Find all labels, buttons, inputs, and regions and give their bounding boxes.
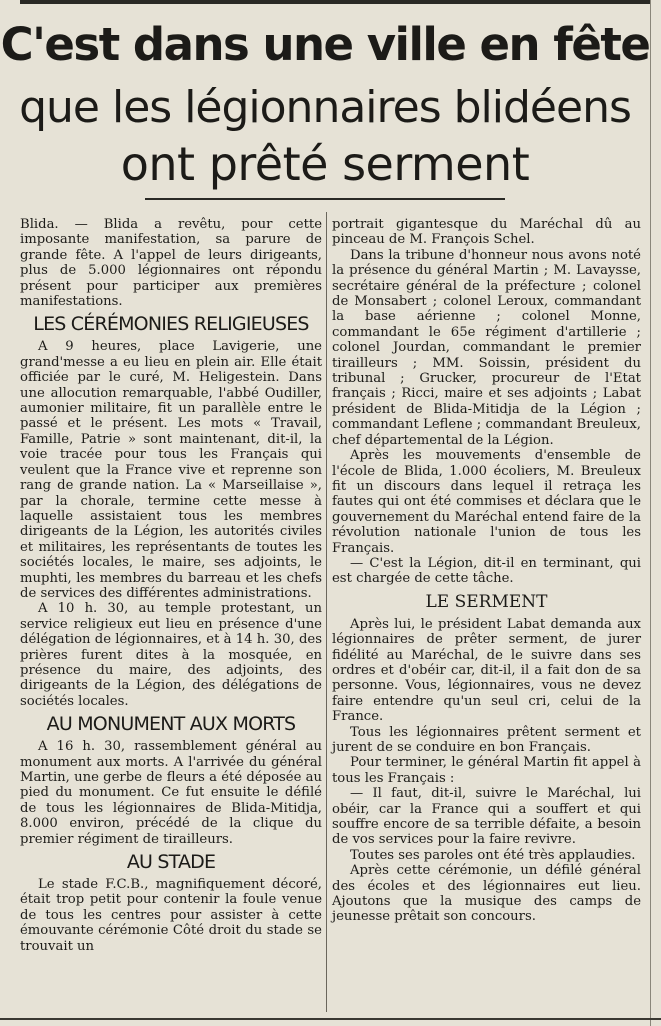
subheading-ceremonies: LES CÉRÉMONIES RELIGIEUSES: [33, 313, 309, 336]
column-separator: [326, 212, 327, 1012]
left-column: [20, 217, 322, 954]
subheading-monument: AU MONUMENT AUX MORTS: [46, 713, 296, 736]
paragraph-defile: Après cette cérémonie, un défilé général des écoles et des légionnaires eut lieu. Ajoutons que la musique des camps de jeunesse prêtait son concours.: [332, 863, 641, 925]
paragraph-temple-mosque: A 10 h. 30, au temple protestant, un service religieux eut lieu en présence d'une délégation de légionnaires, et à 14 h. 30, des prières furent dites à la mosquée, en présence du maire, des adjoints, des dirigeants de la Légion, des délégations de sociétés locales.: [20, 601, 322, 709]
right-column: [332, 217, 641, 925]
paragraph-stade: Le stade F.C.B., magnifiquement décoré, était trop petit pour contenir la foule venue de tous les centres pour assister à cette émouvante cérémonie Côté droit du stade se trouvait un: [20, 877, 322, 954]
paragraph-ecoliers: Après les mouvements d'ensemble de l'école de Blida, 1.000 écoliers, M. Breuleux fit un discours dans lequel il retraça les fautes qui ont été commises et déclara que le gouvernement du Maréchal entend faire de la révolution nationale l'union de tous les Français.: [332, 448, 641, 556]
paragraph-jurent: Tous les légionnaires prêtent serment et jurent de se conduire en bon Français.: [332, 724, 641, 755]
headline-line-1: C'est dans une ville en fête: [0, 18, 650, 71]
paragraph-tribune: Dans la tribune d'honneur nous avons noté la présence du général Martin ; M. Lavaysse, secrétaire général de la préfecture ; colonel de Monsabert ; colonel Leroux, commandant la base aérienne ; colonel Monne, commandant le 65e régiment d'artillerie ; colonel Jourdan, commandant le premier tirailleurs ; MM. Soissin, président du tribunal ; Grucker, procureur de l'Etat français ; Ricci, maire et ses adjoints ; Labat président de Blida-Mitidja de la Légion ; commandant Leflene ; commandant Breuleux, chef départemental de la Légion.: [332, 247, 641, 448]
paragraph-portrait: portrait gigantesque du Maréchal dû au pinceau de M. François Schel.: [332, 217, 641, 248]
paragraph-applaudies: Toutes ses paroles ont été très applaudies.: [350, 847, 636, 863]
paragraph-appel: Pour terminer, le général Martin fit appel à tous les Français :: [332, 755, 641, 786]
paragraph-legion-quote: — C'est la Légion, dit-il en terminant, qui est chargée de cette tâche.: [332, 555, 641, 587]
paragraph-mass: A 9 heures, place Lavigerie, une grand'messe a eu lieu en plein air. Elle était officiée par le curé, M. Heligestein. Dans une allocution remarquable, l'abbé Oudiller, aumonier militaire, fit un parallèle entre le passé et le présent. Les mots « Travail, Famille, Patrie » sont maintenant, dit-il, la voie tracée pour tous les Français qui veulent que la France vive et reprenne son rang de grande nation. La « Marseillaise », par la chorale, termine cette messe à laquelle assistaient tous les membres dirigeants de la Légion, les autorités civiles et militaires, les représentants de toutes les sociétés locales, le maire, ses adjoints, le muphti, les membres du barreau et les chefs de services des différentes administrations.: [20, 339, 322, 601]
article-intro-paragraph: Blida. — Blida a revêtu, pour cette imposante manifestation, sa parure de grande fête. A l'appel de leurs dirigeants, plus de 5.000 légionnaires ont répondu présent pour participer aux premières manifestations.: [20, 217, 322, 310]
page-edge-rule: [650, 0, 651, 1026]
headline-line-3: ont prêté serment: [120, 137, 530, 191]
paragraph-martin-quote: — Il faut, dit-il, suivre le Maréchal, lui obéir, car la France qui a souffert et qui souffre encore de sa terrible défaite, a besoin de vos services pour la faire revivre.: [332, 786, 641, 848]
bottom-rule: [0, 1018, 661, 1020]
paragraph-monument: A 16 h. 30, rassemblement général au monument aux morts. A l'arrivée du général Martin, une gerbe de fleurs a été déposée au pied du monument. Ce fut ensuite le défilé de tous les légionnaires de Blida-Mitidja, 8.000 environ, précédé de la clique du premier régiment de tirailleurs.: [20, 739, 322, 847]
paragraph-serment: Après lui, le président Labat demanda aux légionnaires de prêter serment, de jurer fidélité au Maréchal, de le suivre dans ses ordres et d'obéir car, dit-il, il a fait don de sa personne. Vous, légionnaires, vous ne devez faire entendre qu'un seul cri, celui de la France.: [332, 616, 641, 725]
top-rule: [20, 0, 650, 4]
headline-line-2: que les légionnaires blidéens: [19, 82, 631, 133]
headline-underline: [145, 198, 505, 200]
subheading-serment: LE SERMENT: [425, 591, 548, 612]
subheading-stade: AU STADE: [126, 851, 216, 874]
